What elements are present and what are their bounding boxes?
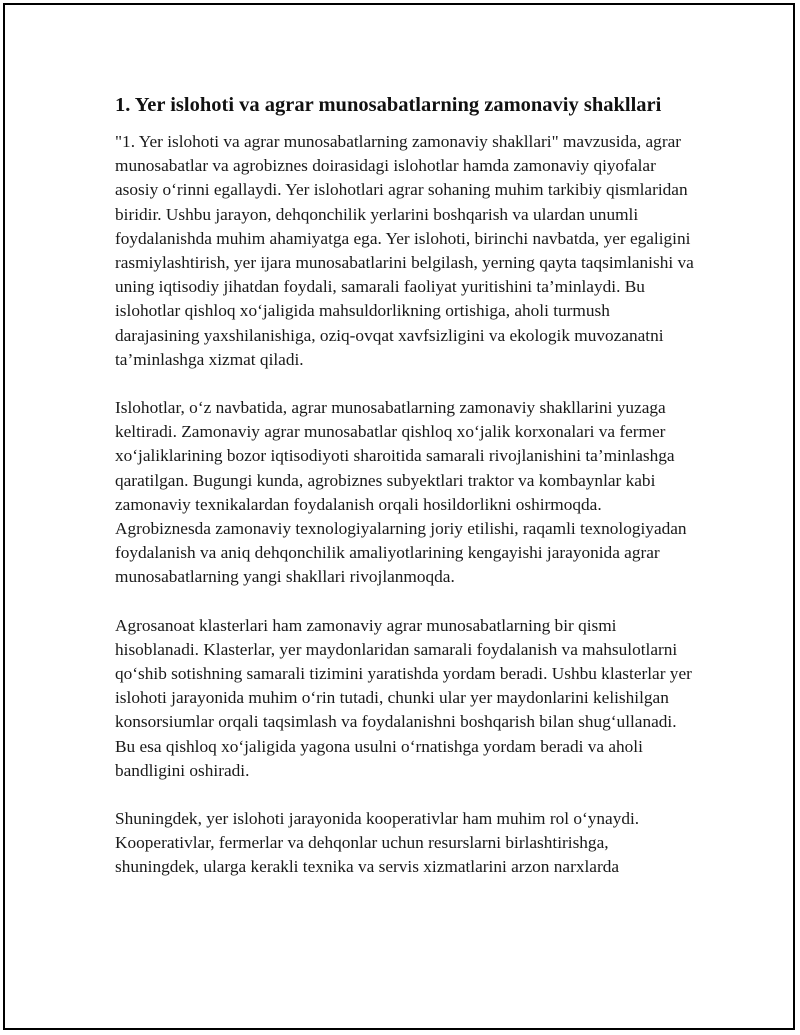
document-heading: 1. Yer islohoti va agrar munosabatlarning zamonaviy shakllari xyxy=(115,94,662,116)
paragraph-3: Agrosanoat klasterlari ham zamonaviy agrar munosabatlarning bir qismi hisoblanadi. Klasterlar, yer maydonlaridan samarali foydalanish va mahsulotlarni qoʻshib sotishning samarali tizimini yaratishda yordam beradi. Ushbu klasterlar yer islohoti jarayonida muhim oʻrin tutadi, chunki ular yer maydonlarini kelishilgan konsorsiumlar orqali taqsimlash va foydalanishni boshqarish bilan shugʻullanadi. Bu esa qishloq xoʻjaligida yagona usulni oʻrnatishga yordam beradi va aholi bandligini oshiradi. xyxy=(115,615,692,780)
paragraph-1: "1. Yer islohoti va agrar munosabatlarning zamonaviy shakllari" mavzusida, agrar munosabatlar va agrobiznes doirasidagi islohotlar hamda zamonaviy qiyofalar asosiy oʻrinni egallaydi. Yer islohotlari agrar sohaning muhim tarkibiy qismlaridan biridir. Ushbu jarayon, dehqonchilik yerlarini boshqarish va ulardan unumli foydalanishda muhim ahamiyatga ega. Yer islohoti, birinchi navbatda, yer egaligini rasmiylashtirish, yer ijara munosabatlarini belgilash, yerning qayta taqsimlanishi va uning iqtisodiy jihatdan foydali, samarali faoliyat yuritishini ta’minlaydi. Bu islohotlar qishloq xoʻjaligida mahsuldorlikning ortishiga, aholi turmush darajasining yaxshilanishiga, oziq-ovqat xavfsizligini va ekologik muvozanatni ta’minlashga xizmat qiladi. xyxy=(115,132,694,369)
document-body xyxy=(115,90,695,904)
paragraph-2: Islohotlar, oʻz navbatida, agrar munosabatlarning zamonaviy shakllarini yuzaga keltiradi. Zamonaviy agrar munosabatlar qishloq xoʻjalik korxonalari va fermer xoʻjaliklarining bozor iqtisodiyoti sharoitida samarali rivojlanishini ta’minlashga qaratilgan. Bugungi kunda, agrobiznes subyektlari traktor va kombaynlar kabi zamonaviy texnikalardan foydalanish orqali hosildorlikni oshirmoqda. Agrobiznesda zamonaviy texnologiyalarning joriy etilishi, raqamli texnologiyadan foydalanish va aniq dehqonchilik amaliyotlarining kengayishi jarayonida agrar munosabatlarning yangi shakllari rivojlanmoqda. xyxy=(115,398,687,587)
paragraph-4: Shuningdek, yer islohoti jarayonida kooperativlar ham muhim rol oʻynaydi. Kooperativlar, fermerlar va dehqonlar uchun resurslarni birlashtirishga, shuningdek, ularga kerakli texnika va servis xizmatlarini arzon narxlarda xyxy=(115,809,640,877)
